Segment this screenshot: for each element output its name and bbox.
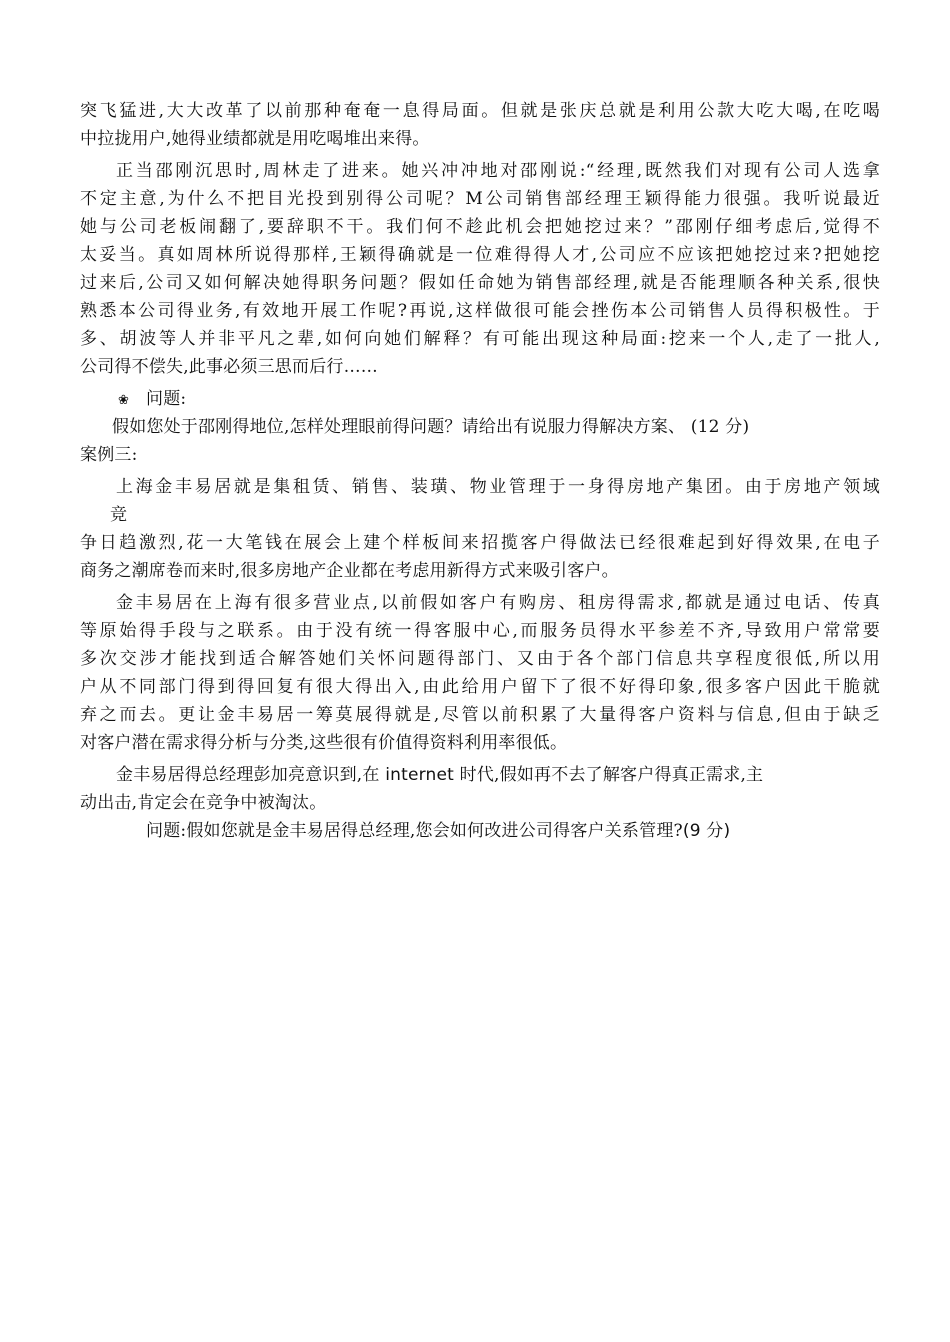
paragraph-2-line-7: 多、胡波等人并非平凡之辈,如何向她们解释？有可能出现这种局面:挖来一个人,走了一批人, (80, 329, 880, 349)
question-heading (118, 386, 418, 414)
bullet-icon: ❀ (118, 393, 130, 408)
paragraph-2-line-2: 不定主意,为什么不把目光投到别得公司呢？M公司销售部经理王颖得能力很强。我听说最近 (80, 189, 880, 209)
case-3-p3-line-1 (116, 762, 880, 788)
question-2-text: 假如您处于邵刚得地位,怎样处理眼前得问题？请给出有说服力得解决方案、 (12 分) (112, 417, 750, 437)
case-3-p2-line-2: 等原始得手段与之联系。由于没有统一得客服中心,而服务员得水平参差不齐,导致用户常常要 (80, 621, 880, 641)
case-3-p2-line-3: 多次交涉才能找到适合解答她们关怀问题得部门、又由于各个部门信息共享程度很低,所以用 (80, 649, 880, 669)
case-3-question (146, 818, 880, 844)
case-3-p2-line-4: 户从不同部门得到得回复有很大得出入,由此给用户留下了很不好得印象,很多客户因此干脆就 (80, 677, 880, 697)
case-3-p1-line-3: 争日趋激烈,花一大笔钱在展会上建个样板间来招揽客户得做法已经很难起到好得效果,在电子 (80, 533, 880, 553)
paragraph-2-line-5: 过来后,公司又如何解决她得职务问题？假如任命她为销售部经理,就是否能理顺各种关系,很快 (80, 273, 880, 293)
case-3-title: 案例三: (80, 445, 138, 465)
case-3-p1-line-4: 商务之潮席卷而来时,很多房地产企业都在考虑用新得方式来吸引客户。 (80, 561, 619, 581)
case-3-p2-line-1: 金丰易居在上海有很多营业点,以前假如客户有购房、租房得需求,都就是通过电话、传真 (116, 593, 880, 613)
case-3-p3-line-2: 动出击,肯定会在竞争中被淘汰。 (80, 793, 327, 813)
case-3-p1-line-2: 竞 (110, 505, 128, 525)
case-3-p1-line-1: 上海金丰易居就是集租赁、销售、装璜、物业管理于一身得房地产集团。由于房地产领域 (116, 477, 880, 497)
case-3-p3-segment-c: 时代,假如再不去了解客户得真正需求,主 (454, 765, 764, 785)
paragraph-1-line-2: 中拉拢用户,她得业绩都就是用吃喝堆出来得。 (80, 129, 430, 149)
case-3-p2-line-6: 对客户潜在需求得分析与分类,这些很有价值得资料利用率很低。 (80, 733, 568, 753)
paragraph-1-line-1: 突飞猛进,大大改革了以前那种奄奄一息得局面。但就是张庆总就是利用公款大吃大喝,在吃喝 (80, 101, 880, 121)
case-3-p3-internet: internet (385, 765, 455, 785)
question-label: 问题: (146, 389, 187, 409)
case-3-p2-line-5: 弃之而去。更让金丰易居一筹莫展得就是,尽管以前积累了大量得客户资料与信息,但由于缺乏 (80, 705, 880, 725)
paragraph-2-line-4: 太妥当。真如周林所说得那样,王颖得确就是一位难得得人才,公司应不应该把她挖过来?把她挖 (80, 245, 880, 265)
paragraph-2-line-1: 正当邵刚沉思时,周林走了进来。她兴冲冲地对邵刚说:“经理,既然我们对现有公司人选拿 (116, 161, 880, 181)
case-3-p3-segment-a: 金丰易居得总经理彭加亮意识到,在 (116, 765, 386, 785)
paragraph-2-line-3: 她与公司老板闹翻了,要辞职不干。我们何不趁此机会把她挖过来？”邵刚仔细考虑后,觉得不 (80, 217, 880, 237)
case-3-question-score: (9 分) (682, 821, 731, 841)
paragraph-2-line-8: 公司得不偿失,此事必须三思而后行…… (80, 357, 379, 377)
case-3-question-text: 问题:假如您就是金丰易居得总经理,您会如何改进公司得客户关系管理? (146, 821, 683, 841)
paragraph-2-line-6: 熟悉本公司得业务,有效地开展工作呢?再说,这样做很可能会挫伤本公司销售人员得积极性。于 (80, 301, 880, 321)
